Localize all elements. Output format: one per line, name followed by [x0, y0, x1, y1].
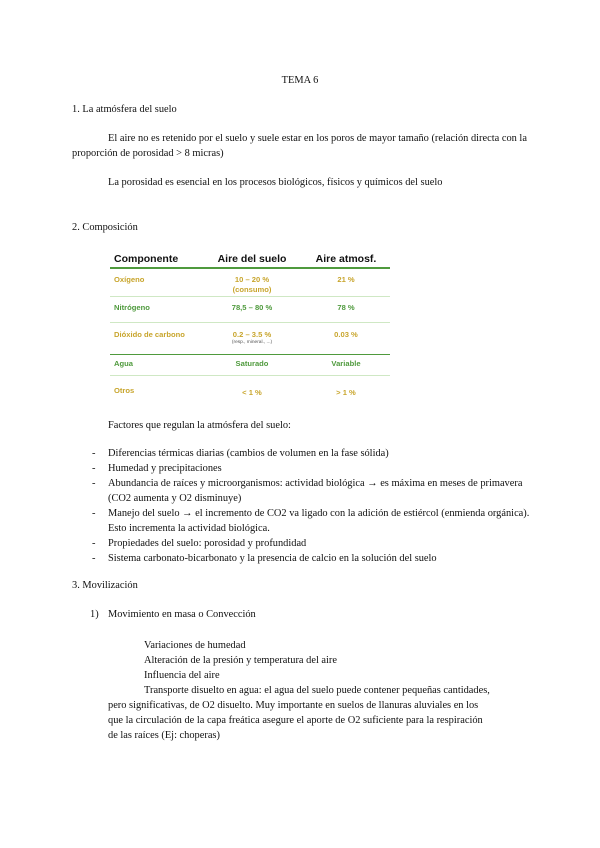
item-label: Movimiento en masa o Convección [108, 609, 256, 620]
table-cell-suelo-note: (resp., mineral., ...) [231, 340, 273, 345]
sub-item: Influencia del aire [144, 670, 220, 681]
table-header-componente: Componente [114, 253, 179, 265]
table-row-rule [110, 354, 390, 355]
numbered-item-1 [72, 607, 528, 622]
table-cell-componente: Nitrógeno [114, 303, 150, 312]
list-item: - Sistema carbonato-bicarbonato y la presencia de calcio en la solución del suelo [72, 551, 532, 566]
list-item: - Humedad y precipitaciones [72, 461, 532, 476]
table-header-rule [110, 267, 390, 269]
factors-intro: Factores que regulan la atmósfera del suelo: [108, 420, 291, 431]
table-cell-suelo [200, 275, 304, 295]
table-cell-suelo [200, 330, 304, 346]
table-cell-atmos: 78 % [337, 303, 355, 312]
table-cell-suelo: Saturado [235, 359, 269, 368]
table-cell-atmos: > 1 % [336, 388, 356, 397]
table-row-rule [110, 322, 390, 323]
table-row-rule [110, 375, 390, 376]
list-item: - Abundancia de raíces y microorganismos: actividad biológica → es máxima en meses de primavera (CO2 aumenta y O2 disminuye) [72, 476, 532, 506]
page-title: TEMA 6 [281, 75, 319, 86]
table-cell-componente: Dióxido de carbono [114, 330, 185, 339]
sub-item: Variaciones de humedad [144, 640, 246, 651]
section-1-paragraph-1: El aire no es retenido por el suelo y suele estar en los poros de mayor tamaño (relación directa con la proporción de porosidad > 8 micras) [72, 133, 527, 159]
table-cell-atmos: 21 % [337, 275, 355, 284]
table-header-aire-atmosf: Aire atmosf. [315, 253, 377, 265]
item-number: 1) [90, 609, 99, 620]
table-cell-componente: Agua [114, 359, 133, 368]
section-3-heading: 3. Movilización [72, 580, 138, 591]
table-cell-atmos: Variable [331, 359, 361, 368]
list-item: - Manejo del suelo → el incremento de CO2 va ligado con la adición de estiércol (enmienda orgánica). Esto incrementa la actividad biológica. [72, 506, 532, 536]
factors-list [72, 446, 532, 566]
table-cell-componente: Otros [114, 386, 135, 395]
section-1-paragraph-2: La porosidad es esencial en los procesos biológicos, físicos y químicos del suelo [108, 177, 443, 188]
table-row-rule [110, 296, 390, 297]
list-item: - Propiedades del suelo: porosidad y profundidad [72, 536, 532, 551]
table-cell-suelo-value: 10 – 20 % [234, 275, 270, 284]
table-cell-suelo-note: (consumo) [232, 285, 272, 294]
table-cell-suelo: 78,5 – 80 % [231, 303, 273, 312]
table-cell-suelo-value: 0.2 – 3.5 % [232, 330, 272, 339]
transport-paragraph: Transporte disuelto en agua: el agua del suelo puede contener pequeñas cantidades, pero significativas, de O2 disuelto. Muy importante en suelos de llanuras aluviales en los que la circulación de la capa freática asegure el aporte de O2 suficiente para la respiración de las raíces (Ej: choperas) [108, 685, 490, 741]
table-cell-atmos: 0.03 % [334, 330, 358, 339]
table-cell-suelo: < 1 % [242, 388, 262, 397]
sub-item: Alteración de la presión y temperatura del aire [144, 655, 338, 666]
section-1-heading: 1. La atmósfera del suelo [72, 104, 177, 115]
table-header-aire-suelo: Aire del suelo [217, 253, 287, 265]
section-2-heading: 2. Composición [72, 222, 138, 233]
composition-table [108, 248, 392, 408]
table-cell-componente: Oxígeno [114, 275, 145, 284]
list-item: - Diferencias térmicas diarias (cambios de volumen en la fase sólida) [72, 446, 532, 461]
